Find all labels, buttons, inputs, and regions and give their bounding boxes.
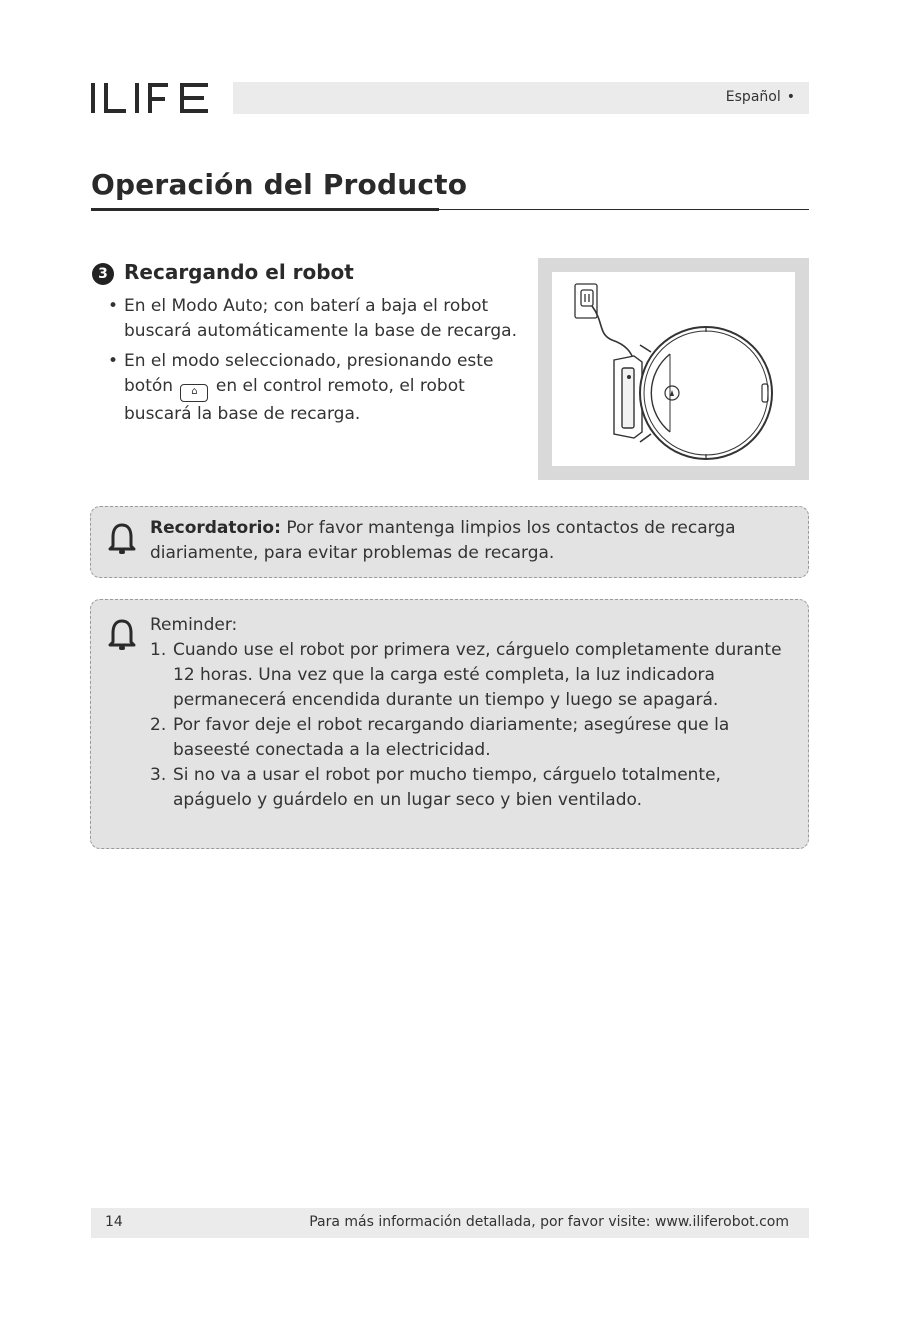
list-item	[150, 638, 790, 713]
footer-band	[91, 1208, 809, 1238]
reminder-notice	[90, 599, 809, 849]
list-item	[150, 763, 790, 813]
list-number: 1.	[150, 640, 167, 660]
list-number: 3.	[150, 765, 167, 785]
illustration-canvas	[552, 272, 795, 466]
step-title: Recargando el robot	[124, 260, 354, 284]
reminder-text	[150, 613, 790, 813]
title-rule	[439, 209, 809, 210]
footer-text: Para más información detallada, por favor visite: www.iliferobot.com	[309, 1214, 789, 1230]
bullet-dot: •	[108, 351, 119, 371]
recordatorio-notice	[90, 506, 809, 578]
language-label: Español	[725, 89, 781, 105]
recordatorio-label: Recordatorio:	[150, 518, 281, 538]
language-dot: •	[786, 89, 795, 105]
step-bullet-list	[106, 294, 526, 432]
bullet-text-before: En el modo seleccionado, presionando este botón	[124, 351, 494, 396]
step-number-badge: 3	[92, 263, 114, 285]
language-indicator	[726, 89, 795, 105]
list-item	[106, 294, 526, 344]
list-item-text: Cuando use el robot por primera vez, cárguelo completamente durante 12 horas. Una vez que la carga esté completa, la luz indicadora permanecerá encendida durante un tiempo y luego se apagará.	[173, 640, 782, 710]
section-title: Operación del Producto	[91, 168, 468, 201]
reminder-label: Reminder:	[150, 615, 238, 635]
list-number: 2.	[150, 715, 167, 735]
robot-vacuum-icon	[624, 316, 780, 466]
reminder-list	[150, 638, 790, 813]
title-underline	[91, 208, 439, 211]
bullet-text-after: en el control remoto, el robot buscará la base de recarga.	[124, 376, 465, 424]
recordatorio-body: Por favor mantenga limpios los contactos de recarga diariamente, para evitar problemas de recarga.	[150, 518, 736, 563]
list-item-text: Por favor deje el robot recargando diariamente; asegúrese que la baseesté conectada a la electricidad.	[173, 715, 730, 760]
robot-charging-illustration	[538, 258, 809, 480]
bullet-text: En el Modo Auto; con baterí a baja el robot buscará automáticamente la base de recarga.	[124, 296, 517, 341]
list-item	[150, 713, 790, 763]
header-band	[233, 82, 809, 114]
list-item	[106, 349, 526, 427]
ilife-logo	[90, 80, 212, 116]
charging-dock	[614, 356, 642, 438]
power-cable	[592, 306, 636, 364]
bullet-dot: •	[108, 296, 119, 316]
wall-socket-icon	[575, 284, 597, 318]
home-key-icon: ⌂	[180, 384, 208, 402]
bell-icon	[107, 618, 137, 652]
list-item-text: Si no va a usar el robot por mucho tiempo, cárguelo totalmente, apáguelo y guárdelo en un lugar seco y bien ventilado.	[173, 765, 721, 810]
robot-dock-drawing	[552, 272, 795, 466]
bell-icon	[107, 522, 137, 556]
page-number: 14	[105, 1214, 123, 1230]
recordatorio-text	[150, 516, 790, 566]
